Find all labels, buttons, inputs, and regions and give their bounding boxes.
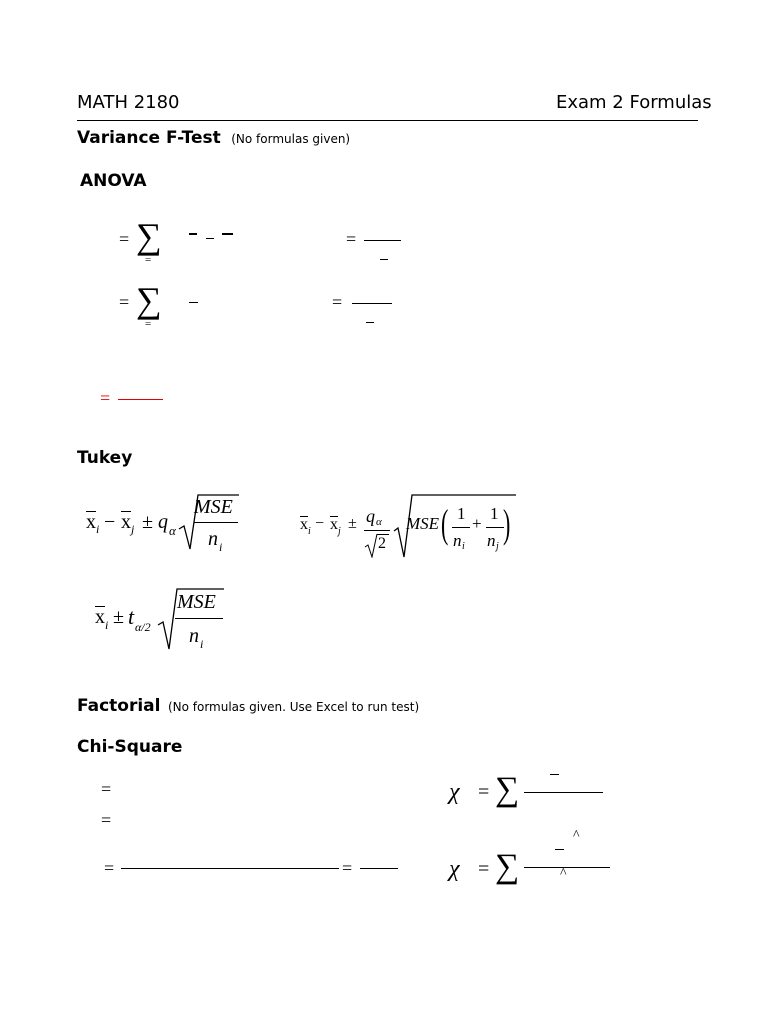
subscript-i: i bbox=[462, 541, 465, 552]
x-var: x bbox=[300, 516, 308, 533]
course-title: MATH 2180 bbox=[77, 92, 180, 113]
summation-symbol: ∑ bbox=[136, 280, 162, 320]
t-var: t bbox=[128, 604, 135, 629]
section-title-anova: ANOVA bbox=[80, 171, 147, 191]
chi-symbol: χ bbox=[449, 779, 460, 805]
n-var: n bbox=[208, 528, 218, 550]
minus-sign: − bbox=[104, 511, 116, 533]
fraction-bar bbox=[175, 618, 223, 619]
section-factorial bbox=[77, 696, 419, 716]
equals-sign: = bbox=[342, 858, 353, 878]
left-paren: ( bbox=[441, 501, 449, 546]
x-var: x bbox=[121, 511, 131, 533]
n-var: n bbox=[453, 531, 462, 550]
minus-sign: − bbox=[315, 515, 325, 532]
equals-sign: = bbox=[478, 858, 490, 880]
fraction-bar bbox=[352, 303, 392, 304]
plus-minus-sign: ± bbox=[348, 515, 357, 532]
section-title-variance: Variance F-Test bbox=[77, 128, 221, 148]
two-digit: 2 bbox=[378, 535, 386, 552]
hat-mark: ^ bbox=[573, 828, 580, 843]
xbar-j bbox=[330, 516, 338, 533]
equals-sign: = bbox=[332, 292, 343, 312]
xbar-i bbox=[300, 516, 308, 533]
mse-numerator: MSE bbox=[194, 496, 233, 518]
section-note-factorial: (No formulas given. Use Excel to run test) bbox=[167, 700, 420, 714]
fraction-bar bbox=[360, 868, 398, 869]
plus-minus-sign: ± bbox=[142, 511, 153, 533]
equals-sign: = bbox=[101, 779, 112, 799]
summation-symbol: ∑ bbox=[495, 771, 520, 808]
minus-mark bbox=[189, 302, 198, 303]
section-note-variance: (No formulas given) bbox=[231, 132, 351, 146]
equals-sign: = bbox=[145, 318, 152, 330]
plus-sign: + bbox=[472, 514, 482, 533]
document-title: Exam 2 Formulas bbox=[556, 92, 712, 113]
summation-symbol: ∑ bbox=[136, 216, 162, 256]
subscript-i: i bbox=[200, 637, 204, 651]
equals-sign: = bbox=[119, 229, 130, 249]
fraction-bar bbox=[452, 527, 470, 528]
n-var: n bbox=[487, 531, 496, 550]
subscript-i: i bbox=[105, 618, 109, 632]
hat-mark: ^ bbox=[560, 866, 567, 881]
fraction-bar-red bbox=[118, 399, 163, 400]
fraction-bar bbox=[524, 792, 603, 793]
fraction-bar bbox=[486, 527, 504, 528]
xbar-j bbox=[121, 511, 131, 532]
subscript-alpha: α bbox=[169, 523, 176, 538]
section-title-tukey: Tukey bbox=[77, 448, 133, 468]
section-variance bbox=[77, 128, 350, 148]
minus-mark bbox=[366, 322, 374, 323]
x-var: x bbox=[95, 606, 105, 628]
fraction-bar bbox=[364, 240, 401, 241]
equals-sign: = bbox=[119, 292, 130, 312]
minus-mark bbox=[380, 259, 388, 260]
minus-mark bbox=[222, 233, 233, 235]
radical-sign bbox=[364, 532, 378, 558]
one-digit: 1 bbox=[457, 504, 466, 523]
fraction-bar bbox=[524, 867, 610, 868]
equals-sign-red: = bbox=[100, 388, 111, 408]
subscript-alpha: α bbox=[376, 516, 382, 528]
equals-sign: = bbox=[101, 810, 112, 830]
section-title-factorial: Factorial bbox=[77, 696, 161, 716]
right-paren: ) bbox=[503, 501, 511, 546]
equals-sign: = bbox=[478, 781, 490, 803]
fraction-bar bbox=[194, 522, 238, 523]
header-rule bbox=[77, 120, 698, 121]
mse-numerator: MSE bbox=[177, 591, 216, 613]
subscript-i: i bbox=[219, 540, 223, 554]
minus-mark bbox=[550, 774, 559, 775]
q-var: q bbox=[158, 511, 168, 533]
mse-var: MSE bbox=[406, 514, 440, 533]
fraction-bar bbox=[364, 530, 390, 531]
q-var: q bbox=[366, 506, 375, 526]
subscript-i: i bbox=[96, 522, 100, 536]
xbar-i bbox=[95, 606, 105, 627]
summation-symbol: ∑ bbox=[495, 848, 520, 885]
minus-mark bbox=[189, 233, 197, 235]
subscript-j: j bbox=[496, 541, 499, 552]
xbar-i bbox=[86, 511, 96, 532]
chi-symbol: χ bbox=[449, 856, 460, 882]
subscript-alpha-half: α/2 bbox=[135, 620, 151, 634]
equals-sign: = bbox=[346, 229, 357, 249]
subscript-i: i bbox=[308, 526, 311, 537]
minus-mark bbox=[555, 849, 564, 850]
plus-minus-sign: ± bbox=[113, 606, 124, 628]
equals-sign: = bbox=[145, 254, 152, 266]
one-digit: 1 bbox=[490, 504, 499, 523]
subscript-j: j bbox=[338, 526, 341, 537]
minus-mark bbox=[206, 238, 214, 239]
subscript-j: j bbox=[131, 522, 135, 536]
fraction-bar bbox=[121, 868, 339, 869]
n-var: n bbox=[189, 625, 199, 647]
x-var: x bbox=[330, 516, 338, 533]
x-var: x bbox=[86, 511, 96, 533]
section-title-chi-square: Chi-Square bbox=[77, 737, 183, 757]
equals-sign: = bbox=[104, 858, 115, 878]
